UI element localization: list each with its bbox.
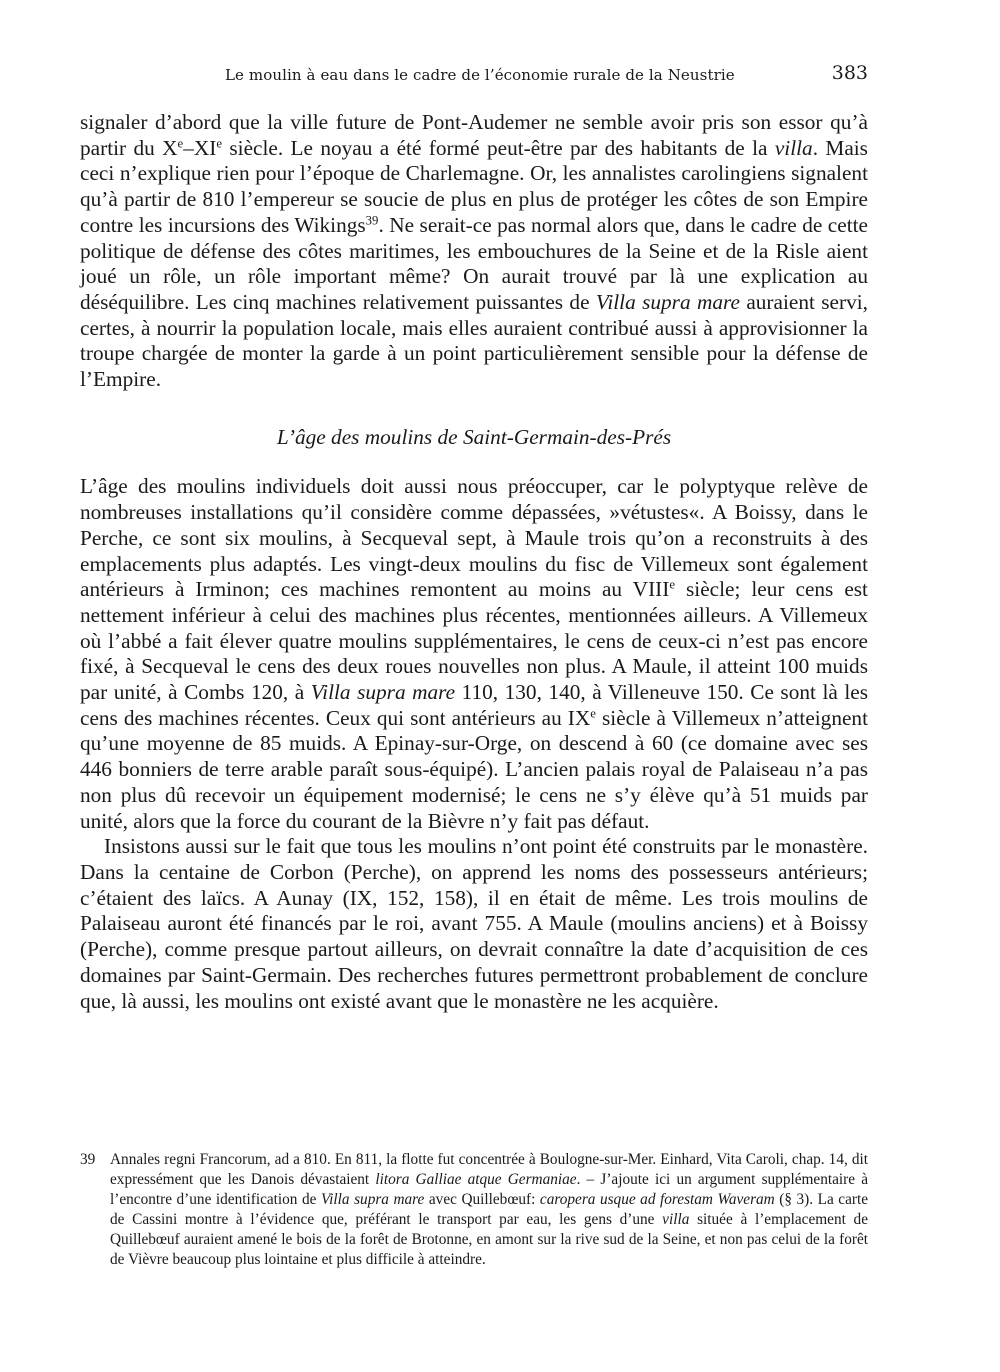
- footnote-text: Annales regni Francorum, ad a 810. En 811, la flotte fut concentrée à Boulogne-sur-Mer. Einhard, Vita Caroli, chap. 14, dit expressément que les Danois dévastaient litora Galliae atque Germaniae. – J’ajoute ici un argument supplémentaire à l’encontre d’une identification de Villa supra mare avec Quillebœuf: caropera usque ad forestam Waveram (§ 3). La carte de Cassini montre à l’évidence que, préférant le transport par eau, les gens d’une villa située à l’emplacement de Quillebœuf auraient amené le bois de la forêt de Brotonne, en amont sur la rive sud de la Seine, et non pas celui de la forêt de Vièvre beaucoup plus lointaine et plus difficile à atteindre.: [110, 1151, 869, 1268]
- page-number: 383: [831, 62, 868, 84]
- section-heading: L’âge des moulins de Saint-Germain-des-Prés: [276, 424, 672, 449]
- paragraph-3: Insistons aussi sur le fait que tous les moulins n’ont point été construits par le monastère. Dans la centaine de Corbon (Perche), on apprend les noms des possesseurs antérieurs; c’étaient des laïcs. A Aunay (IX, 152, 158), il en était de même. Les trois moulins de Palaiseau auront été financés par le roi, avant 755. A Maule (moulins anciens) et à Boissy (Perche), comme presque partout ailleurs, on devrait connaître la date d’acquisition de ces domaines par Saint-Germain. Des recherches futures permettront probablement de conclure que, là aussi, les moulins ont existé avant que le monastère ne les acquière.: [80, 834, 868, 1013]
- footnotes: [80, 1150, 868, 1270]
- footnote-number: 39: [80, 1151, 96, 1168]
- footnote-ref-39[interactable]: 39: [365, 213, 379, 228]
- main-text: [80, 110, 868, 1014]
- running-head: [80, 62, 868, 90]
- paragraph-2: L’âge des moulins individuels doit aussi nous préoccuper, car le polyptyque relève de nombreuses installations qu’il considère comme dépassées, »vétustes«. A Boissy, dans le Perche, ce sont six moulins, à Secqueval sept, à Maule trois qu’on a reconstruits à des emplacements plus adaptés. Les vingt-deux moulins du fisc de Villemeux sont également antérieurs à Irminon; ces machines remontent au moins au VIIIe siècle; leur cens est nettement inférieur à celui des machines plus récentes, mentionnées ailleurs. A Villemeux où l’abbé a fait élever quatre moulins supplémentaires, le cens de ceux-ci n’est pas encore fixé, à Secqueval le cens des deux roues nouvelles non plus. A Maule, il atteint 100 muids par unité, à Combs 120, à Villa supra mare 110, 130, 140, à Villeneuve 150. Ce sont là les cens des machines récentes. Ceux qui sont antérieurs au IXe siècle à Villemeux n’atteignent qu’une moyenne de 85 muids. A Epinay-sur-Orge, on descend à 60 (ce domaine avec ses 446 bonniers de terre arable paraît sous-équipé). L’ancien palais royal de Palaiseau n’a pas non plus dû recevoir un équipement modernisé; le cens ne s’y élève qu’à 51 muids par unité, alors que la force du courant de la Bièvre n’y fait pas défaut.: [80, 474, 868, 833]
- paragraph-1: signaler d’abord que la ville future de Pont-Audemer ne semble avoir pris son essor qu’à partir du Xe–XIe siècle. Le noyau a été formé peut-être par des habitants de la villa. Mais ceci n’explique rien pour l’époque de Charlemagne. Or, les annalistes carolingiens signalent qu’à partir de 810 l’empereur se soucie de plus en plus de protéger les côtes de son Empire contre les incursions des Wikings$^{39}$. Ne serait-ce pas normal alors que, dans le cadre de cette politique de défense des côtes maritimes, les embouchures de la Seine et de la Risle aient joué un rôle, un rôle important même? On aurait trouvé par là une explication au déséquilibre. Les cinq machines relativement puissantes de Villa supra mare auraient servi, certes, à nourrir la population locale, mais elles auraient contribué aussi à approvisionner la troupe chargée de monter la garde à un point particulièrement sensible pour la défense de l’Empire.: [80, 110, 868, 392]
- running-title: Le moulin à eau dans le cadre de l’économie rurale de la Neustrie: [225, 66, 735, 84]
- footnote-39: [80, 1150, 868, 1270]
